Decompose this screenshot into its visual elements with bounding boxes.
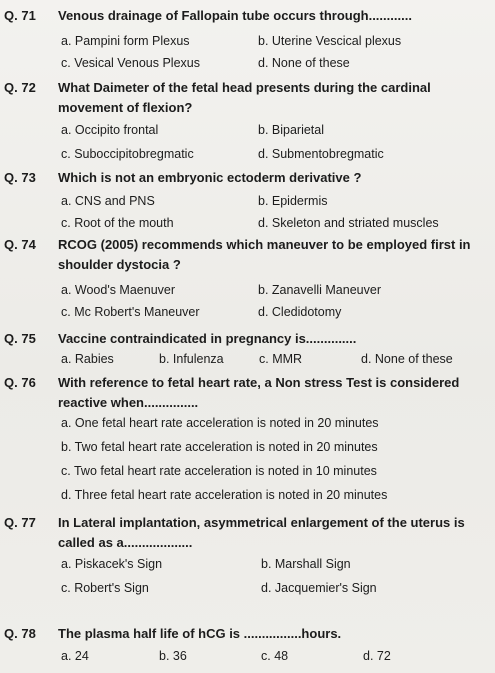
option-d: d. None of these xyxy=(361,352,453,366)
option-b: b. Zanavelli Maneuver xyxy=(258,283,381,297)
question-text: What Daimeter of the fetal head presents during the cardinal movement of flexion? xyxy=(58,80,431,115)
option-c: c. Robert's Sign xyxy=(61,581,149,595)
question-text: Venous drainage of Fallopain tube occurs through............ xyxy=(58,8,412,23)
option-b: b. Two fetal heart rate acceleration is noted in 20 minutes xyxy=(61,440,378,454)
option-d: d. Skeleton and striated muscles xyxy=(258,216,439,230)
option-c: c. MMR xyxy=(259,352,303,366)
option-a: a. One fetal heart rate acceleration is noted in 20 minutes xyxy=(61,416,379,430)
option-a: a. Rabies xyxy=(61,352,114,366)
option-b: b. Biparietal xyxy=(258,123,325,137)
question-text: Vaccine contraindicated in pregnancy is.............. xyxy=(58,331,357,346)
question-number: Q. 75 xyxy=(4,331,36,346)
question-number: Q. 77 xyxy=(4,515,36,530)
option-c: c. Two fetal heart rate acceleration is noted in 10 minutes xyxy=(61,464,377,478)
question-75 xyxy=(0,329,495,373)
option-a: a. Occipito frontal xyxy=(61,123,159,137)
option-c: c. Root of the mouth xyxy=(61,216,174,230)
option-b: b. Infulenza xyxy=(159,352,224,366)
question-77 xyxy=(0,513,495,603)
option-d: d. Cledidotomy xyxy=(258,305,342,319)
option-c: c. 48 xyxy=(261,649,289,663)
question-text: In Lateral implantation, asymmetrical enlargement of the uterus is called as a................... xyxy=(58,515,465,550)
option-c: c. Vesical Venous Plexus xyxy=(61,56,200,70)
question-text: RCOG (2005) recommends which maneuver to be employed first in shoulder dystocia ? xyxy=(58,237,471,272)
question-number: Q. 72 xyxy=(4,80,36,95)
option-b: b. Epidermis xyxy=(258,194,328,208)
option-d: d. None of these xyxy=(258,56,350,70)
question-73 xyxy=(0,168,495,234)
option-c: c. Suboccipitobregmatic xyxy=(61,147,194,161)
option-d: d. 72 xyxy=(363,649,391,663)
option-b: b. Uterine Vescical plexus xyxy=(258,34,402,48)
question-text: Which is not an embryonic ectoderm derivative ? xyxy=(58,170,362,185)
question-72 xyxy=(0,78,495,168)
option-d: d. Submentobregmatic xyxy=(258,147,384,161)
option-b: b. 36 xyxy=(159,649,187,663)
option-a: a. Piskacek's Sign xyxy=(61,557,163,571)
question-number: Q. 71 xyxy=(4,8,36,23)
option-c: c. Mc Robert's Maneuver xyxy=(61,305,200,319)
question-71 xyxy=(0,6,495,76)
option-d: d. Three fetal heart rate acceleration is noted in 20 minutes xyxy=(61,488,388,502)
option-a: a. Pampini form Plexus xyxy=(61,34,190,48)
option-b: b. Marshall Sign xyxy=(261,557,351,571)
question-number: Q. 73 xyxy=(4,170,36,185)
option-a: a. CNS and PNS xyxy=(61,194,155,208)
option-a: a. Wood's Maenuver xyxy=(61,283,176,297)
question-number: Q. 78 xyxy=(4,626,36,641)
option-a: a. 24 xyxy=(61,649,89,663)
question-76 xyxy=(0,373,495,509)
question-78 xyxy=(0,624,495,670)
question-number: Q. 74 xyxy=(4,237,36,252)
question-74 xyxy=(0,235,495,327)
question-text: The plasma half life of hCG is ................hours. xyxy=(58,626,342,641)
question-number: Q. 76 xyxy=(4,375,36,390)
option-d: d. Jacquemier's Sign xyxy=(261,581,377,595)
question-text: With reference to fetal heart rate, a Non stress Test is considered reactive when............... xyxy=(58,375,460,410)
